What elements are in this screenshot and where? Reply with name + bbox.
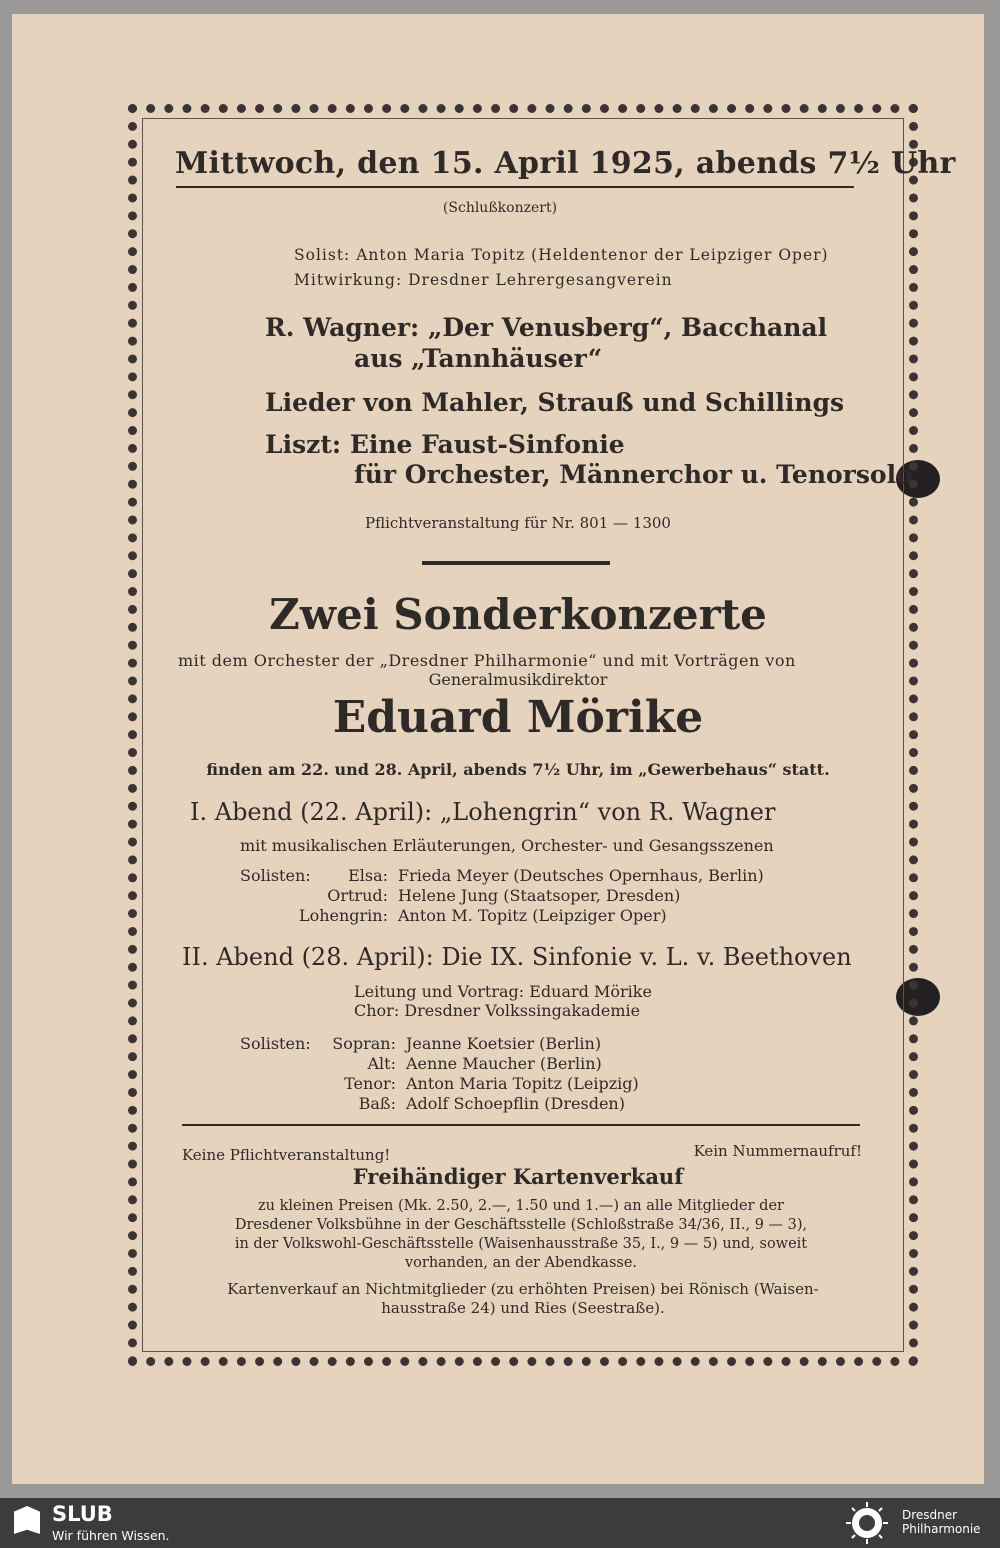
section-rule: [182, 1124, 860, 1126]
ticket-text-line: in der Volkswohl-Geschäftsstelle (Waisenhausstraße 35, I., 9 — 5) und, soweit: [234, 1236, 808, 1252]
ticket-text-line: Dresdener Volksbühne in der Geschäftsstelle (Schloßstraße 34/36, II., 9 — 3),: [234, 1217, 808, 1233]
concert-subtitle: (Schlußkonzert): [442, 200, 558, 216]
soloist-name: Anton Maria Topitz (Leipzig): [406, 1074, 639, 1093]
participation-line: Mitwirkung: Dresdner Lehrergesangverein: [294, 271, 673, 289]
program-lieder: Lieder von Mahler, Strauß und Schillings: [265, 388, 845, 417]
soloist-name: Adolf Schoepflin (Dresden): [406, 1094, 625, 1113]
nonmember-sales-line: hausstraße 24) und Ries (Seestraße).: [381, 1299, 665, 1317]
choir-line: Chor: Dresdner Volkssingakademie: [354, 1001, 641, 1020]
special-concerts-title: Zwei Sonderkonzerte: [269, 590, 767, 639]
ticket-sale-heading: Freihändiger Kartenverkauf: [352, 1164, 684, 1189]
philharmonie-name-line: Dresdner: [902, 1508, 958, 1522]
ticket-text-line: zu kleinen Preisen (Mk. 2.50, 2.—, 1.50 und 1.—) an alle Mitglieder der: [258, 1198, 784, 1214]
program-liszt: Liszt: Eine Faust-Sinfonie: [265, 430, 625, 459]
evening-one-heading: I. Abend (22. April): „Lohengrin“ von R. Wagner: [190, 798, 776, 826]
evening-one-description: mit musikalischen Erläuterungen, Orchester- und Gesangsszenen: [240, 836, 774, 855]
special-dates: finden am 22. und 28. April, abends 7½ Uhr, im „Gewerbehaus“ statt.: [206, 760, 830, 779]
special-intro: mit dem Orchester der „Dresdner Philharmonie“ und mit Vorträgen von: [178, 651, 796, 670]
evening-two-heading: II. Abend (28. April): Die IX. Sinfonie v. L. v. Beethoven: [182, 943, 852, 971]
philharmonie-name[interactable]: [902, 1508, 981, 1536]
concert-date: Mittwoch, den 15. April 1925, abends 7½ Uhr: [175, 146, 956, 181]
slub-tagline: Wir führen Wissen.: [52, 1528, 170, 1543]
soloists-label: Solisten:: [240, 1034, 311, 1053]
soloist-role: Elsa:: [348, 866, 388, 885]
conductor-name: Eduard Mörike: [332, 692, 704, 743]
program-wagner: R. Wagner: „Der Venusberg“, Bacchanal: [265, 313, 828, 342]
program-wagner-cont: aus „Tannhäuser“: [354, 344, 603, 373]
philharmonie-name-line: Philharmonie: [902, 1522, 981, 1536]
nonmember-sales-line: Kartenverkauf an Nichtmitglieder (zu erhöhten Preisen) bei Rönisch (Waisen-: [227, 1280, 819, 1298]
ticket-text-line: vorhanden, an der Abendkasse.: [404, 1255, 638, 1271]
soloist-name: Frieda Meyer (Deutsches Opernhaus, Berlin): [398, 866, 764, 885]
no-obligation-note: Keine Pflichtveranstaltung!: [182, 1146, 391, 1164]
obligation-note: Pflichtveranstaltung für Nr. 801 — 1300: [365, 514, 671, 532]
divider: [422, 561, 610, 565]
soloist-name: Helene Jung (Staatsoper, Dresden): [398, 886, 681, 905]
slub-logo-icon[interactable]: [14, 1506, 40, 1534]
program-liszt-cont: für Orchester, Männerchor u. Tenorsolo: [354, 460, 913, 489]
soloist-role: Baß:: [358, 1094, 396, 1113]
soloist-name: Anton M. Topitz (Leipziger Oper): [398, 906, 667, 925]
leadership-line: Leitung und Vortrag: Eduard Mörike: [354, 982, 652, 1001]
soloist-role: Tenor:: [344, 1074, 396, 1093]
philharmonie-logo-icon[interactable]: [842, 1500, 892, 1546]
soloist-role: Sopran:: [332, 1034, 396, 1053]
date-underline: [176, 186, 854, 188]
special-intro-title: Generalmusikdirektor: [428, 670, 608, 689]
footer-bar: [0, 1498, 1000, 1548]
soloist-name: Aenne Maucher (Berlin): [406, 1054, 602, 1073]
soloist-line: Solist: Anton Maria Topitz (Heldentenor der Leipziger Oper): [294, 246, 829, 264]
no-number-call-note: Kein Nummernaufruf!: [693, 1142, 862, 1160]
soloists-label: Solisten:: [240, 866, 311, 885]
soloist-name: Jeanne Koetsier (Berlin): [406, 1034, 602, 1053]
soloist-role: Lohengrin:: [298, 906, 388, 925]
soloist-role: Alt:: [367, 1054, 396, 1073]
slub-brand[interactable]: SLUB: [52, 1502, 113, 1526]
soloist-role: Ortrud:: [327, 886, 388, 905]
